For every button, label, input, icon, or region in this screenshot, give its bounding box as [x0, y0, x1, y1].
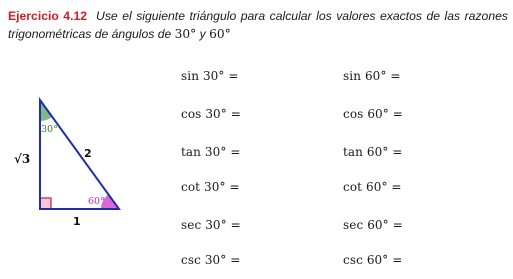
- angle-60: 60°: [209, 27, 231, 41]
- eq-csc60: csc 60° =: [343, 253, 403, 267]
- label-left-side: √3: [14, 152, 31, 166]
- eq-sec60: sec 60° =: [343, 218, 403, 232]
- label-bottom-side: 1: [73, 215, 81, 228]
- statement-text: Use el siguiente triángulo para calcular los valores exactos de las razones: [96, 9, 508, 23]
- eq-tan30: tan 30° =: [181, 145, 241, 159]
- label-30: 30°: [41, 124, 58, 135]
- eq-tan60: tan 60° =: [343, 145, 403, 159]
- right-angle-marker: [40, 198, 51, 209]
- statement-line-2: [8, 25, 508, 43]
- eq-csc30: csc 30° =: [181, 253, 241, 267]
- eq-cot30: cot 30° =: [181, 180, 240, 194]
- statement-text-2: trigonométricas de ángulos de: [8, 27, 172, 41]
- eq-sin30: sin 30° =: [181, 69, 239, 83]
- label-60: 60°: [88, 196, 105, 207]
- triangle-figure: [0, 90, 140, 230]
- eq-sec30: sec 30° =: [181, 218, 241, 232]
- eq-cot60: cot 60° =: [343, 180, 402, 194]
- label-hypotenuse: 2: [84, 147, 92, 160]
- eq-sin60: sin 60° =: [343, 69, 401, 83]
- exercise-statement: [8, 7, 508, 43]
- exercise-label: Ejercicio 4.12: [8, 9, 88, 23]
- statement-line-1: [8, 7, 508, 25]
- eq-cos60: cos 60° =: [343, 107, 403, 121]
- conjunction: y: [199, 27, 206, 41]
- angle-30: 30°: [174, 27, 197, 41]
- eq-cos30: cos 30° =: [181, 107, 241, 121]
- triangle-outline: [40, 100, 119, 209]
